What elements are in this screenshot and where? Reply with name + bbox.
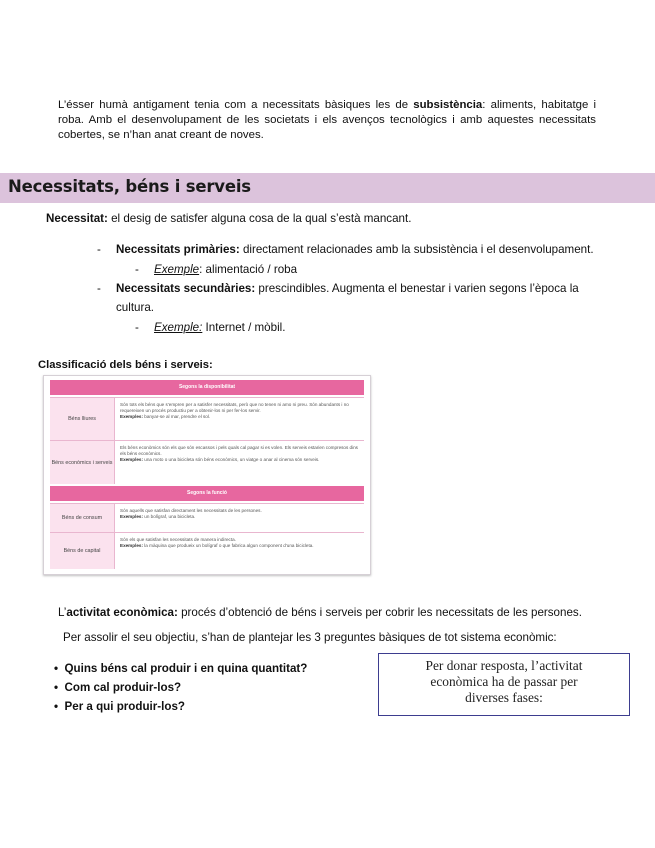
question-text: Com cal produir-los?: [64, 681, 182, 694]
definition-text: el desig de satisfer alguna cosa de la qual s’està mancant.: [107, 212, 412, 225]
list-item: [54, 661, 307, 677]
secondary-example-text: Internet / mòbil.: [202, 321, 286, 334]
primary-example-text: : alimentació / roba: [199, 263, 298, 276]
questions-list: [54, 661, 307, 715]
secondary-text: prescindibles. Augmenta el benestar i varien segons l’època la: [255, 282, 579, 295]
table-row-example-label: Exemples:: [120, 414, 143, 419]
table-row-example-text: la màquina que produeix un bolígraf o que fabrica algun component d’una bicicleta.: [142, 543, 314, 548]
intro-bold-term: subsistència: [413, 99, 483, 111]
primary-example-label: Exemple: [154, 263, 200, 276]
table-row-example-text: una moto o una bicicleta són béns econòmics, un viatge o anar al cinema són serveis.: [142, 457, 320, 462]
table-row: [50, 503, 364, 532]
secondary-text-line2: cultura.: [116, 301, 155, 314]
primary-line: [116, 242, 594, 257]
table-row-label: Béns lliures: [50, 398, 115, 440]
answer-line-3: diverses fases:: [465, 690, 543, 705]
table-row-label: Béns de consum: [50, 504, 115, 532]
bullet: •: [54, 700, 59, 713]
intro-text-after: : aliments, habitatge i roba. Amb el desenvolupament de les societats i els avenços tecnològics i amb aquestes necessitats cobertes, se n’han anat creant de noves.: [58, 99, 597, 141]
table-row-text: Són aquells que satisfan directament les necessitats de les persones.: [120, 508, 262, 513]
table-row-example-text: banyar-se al mar, prendre el sol.: [142, 414, 211, 419]
secondary-example-dash: -: [135, 321, 139, 334]
secondary-example-line: [154, 320, 285, 335]
secondary-dash: -: [97, 282, 101, 295]
list-item: [54, 680, 307, 696]
table-row-content: [120, 537, 360, 549]
table-row-text: Són els que satisfan les necessitats de manera indirecta.: [120, 537, 236, 542]
table-row-label: Béns econòmics i serveis: [50, 441, 115, 484]
bullet: •: [54, 681, 59, 694]
intro-paragraph: [58, 98, 596, 143]
table-row-example-label: Exemples:: [120, 457, 143, 462]
table-row: [50, 532, 364, 569]
secondary-line: [116, 281, 579, 296]
table-row-content: [120, 445, 360, 463]
primary-text: directament relacionades amb la subsistència i el desenvolupament.: [239, 243, 594, 256]
intro-text-before: L’ésser humà antigament tenia com a necessitats bàsiques les de: [58, 99, 414, 111]
secondary-term: Necessitats secundàries:: [116, 282, 256, 295]
table-header-function: Segons la funció: [50, 486, 364, 501]
activity-prefix: L’: [58, 606, 67, 619]
primary-term: Necessitats primàries:: [116, 243, 240, 256]
table-row-label: Béns de capital: [50, 533, 115, 569]
table-row-text: Són tots els béns que s’empren per a satisfer necessitats, però que no tenen ni amo ni preu. Són abundants i no requereixen un procés productiu per a obtenir-los ni per fer-los servir.: [120, 402, 349, 413]
table-row-example-text: un bolígraf, una bicicleta.: [142, 514, 196, 519]
question-text: Quins béns cal produir i en quina quantitat?: [64, 662, 308, 675]
primary-example-line: [154, 262, 297, 277]
definition-term: Necessitat:: [46, 212, 108, 225]
secondary-example-label: Exemple:: [154, 321, 203, 334]
bullet: •: [54, 662, 59, 675]
answer-line-1: Per donar resposta, l’activitat: [425, 658, 583, 673]
section-title: Necessitats, béns i serveis: [8, 177, 251, 196]
definition-line: [46, 211, 411, 226]
table-row: [50, 397, 364, 440]
objective-text: Per assolir el seu objectiu, s’han de plantejar les 3 preguntes bàsiques de tot sistema econòmic:: [63, 631, 557, 644]
classification-title: Classificació dels béns i serveis:: [38, 359, 213, 371]
primary-dash: -: [97, 243, 101, 256]
table-row-example-label: Exemples:: [120, 514, 143, 519]
table-row-text: Els béns econòmics són els que són escassos i pels quals cal pagar si es volen. Els serveis estarien compresos dins els béns econòmics.: [120, 445, 358, 456]
table-header-availability: Segons la disponibilitat: [50, 380, 364, 395]
classification-table: [43, 375, 371, 575]
answer-line-2: econòmica ha de passar per: [430, 674, 578, 689]
table-row-content: [120, 402, 360, 420]
answer-box: [378, 653, 630, 716]
activity-text: procés d’obtenció de béns i serveis per cobrir les necessitats de les persones.: [177, 606, 582, 619]
activity-line: [58, 605, 582, 620]
table-row: [50, 440, 364, 484]
primary-example-dash: -: [135, 263, 139, 276]
table-row-content: [120, 508, 360, 520]
activity-term: activitat econòmica:: [66, 606, 178, 619]
question-text: Per a qui produir-los?: [64, 700, 185, 713]
list-item: [54, 699, 307, 715]
table-row-example-label: Exemples:: [120, 543, 143, 548]
